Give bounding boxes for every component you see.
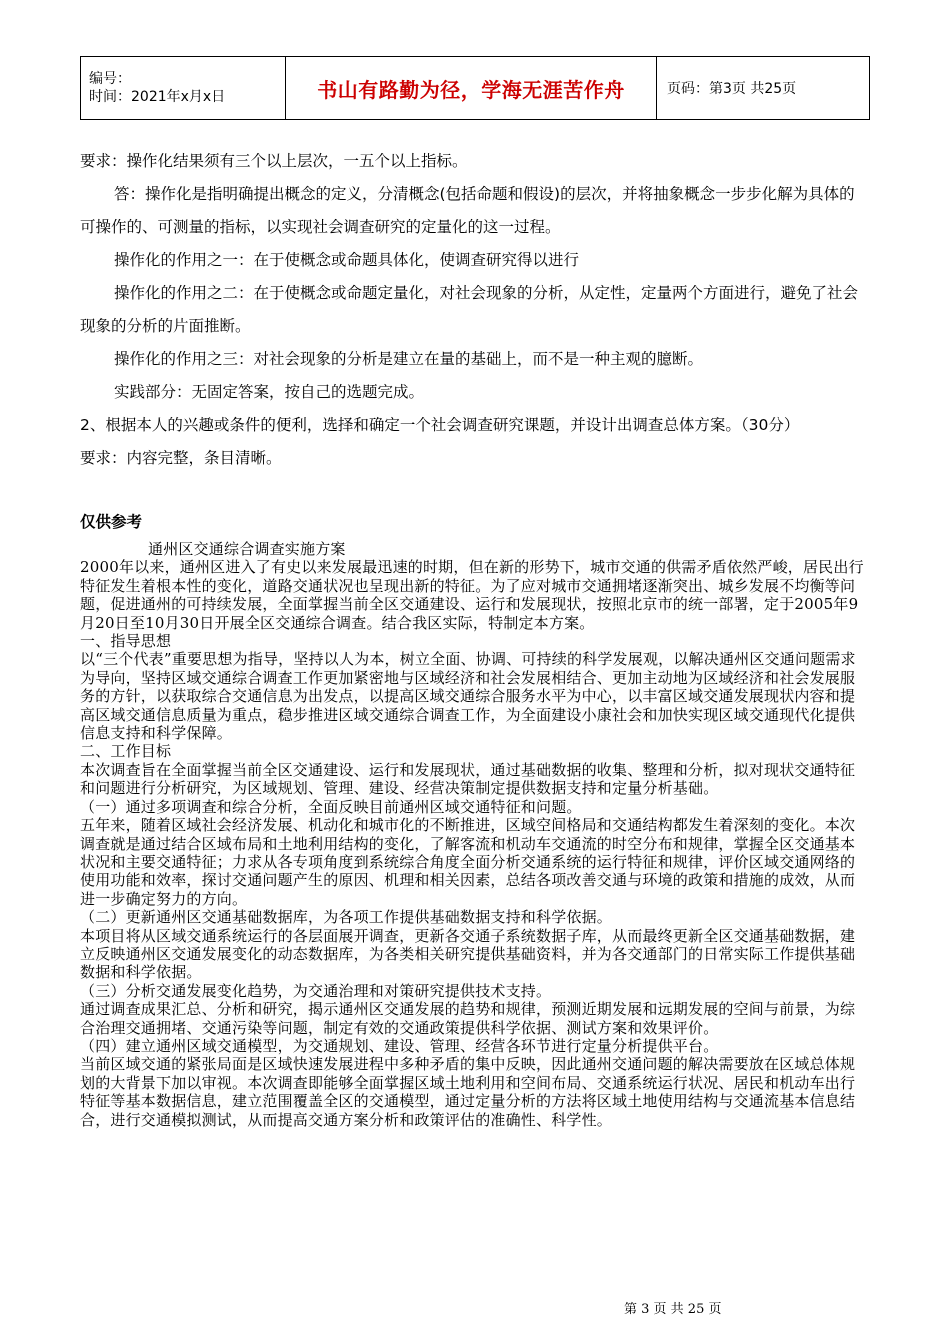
doc-subparagraph-2: 本项目将从区域交通系统运行的各层面展开调查，更新各交通子系统数据子库，从而最终更新全区交通基础数据，建立反映通州区交通发展变化的动态数据库，为各类相关研究提供基础资料，并为各交通部门的日常实际工作提供基础数据和科学依据。 bbox=[80, 926, 856, 982]
doc-intro: 2000年以来，通州区进入了有史以来发展最迅速的时期，但在新的形势下，城市交通的供需矛盾依然严峻，居民出行特征发生着根本性的变化，道路交通状况也呈现出新的特征。为了应对城市交通拥堵逐渐突出、城乡发展不均衡等问题，促进通州的可持续发展，全面掌握当前全区交通建设、运行和发展现状，按照北京市的统一部署，定于2005年9月20日至10月30日开展全区交通综合调查。结合我区实际，特制定本方案。 bbox=[80, 558, 864, 632]
doc-subparagraph-3: 通过调查成果汇总、分析和研究，揭示通州区交通发展的趋势和规律，预测近期发展和远期发展的空间与前景，为综合治理交通拥堵、交通污染等问题，制定有效的交通政策提供科学依据、测试方案和效果评价。 bbox=[80, 1000, 856, 1037]
practice-note: 实践部分：无固定答案，按自己的选题完成。 bbox=[114, 383, 425, 401]
number-label: 编号： bbox=[89, 71, 131, 87]
header-page-label: 页码：第3页 共25页 bbox=[657, 57, 870, 120]
page-header bbox=[80, 56, 870, 120]
answer-paragraph: 答：操作化是指明确提出概念的定义，分清概念(包括命题和假设)的层次，并将抽象概念一步步化解为具体的可操作的、可测量的指标，以实现社会调查研究的定量化的这一过程。 bbox=[80, 185, 855, 236]
document-title: 通州区交通综合调查实施方案 bbox=[148, 540, 346, 558]
doc-heading-2: 二、工作目标 bbox=[80, 742, 172, 761]
doc-subheading-2: （二）更新通州区交通基础数据库，为各项工作提供基础数据支持和科学依据。 bbox=[80, 908, 613, 927]
doc-subparagraph-4: 当前区域交通的紧张局面是区域快速发展进程中多种矛盾的集中反映，因此通州交通问题的解决需要放在区域总体规划的大背景下加以审视。本次调查即能够全面掌握区域土地利用和空间布局、交通系统运行状况、居民和机动车出行特征等基本数据信息，建立范围覆盖全区的交通模型，通过定量分析的方法将区域土地使用结构与交通流基本信息结合，进行交通模拟测试，从而提高交通方案分析和政策评估的准确性、科学性。 bbox=[80, 1055, 856, 1129]
reference-heading: 仅供参考 bbox=[80, 513, 143, 531]
header-motto: 书山有路勤为径，学海无涯苦作舟 bbox=[286, 57, 657, 120]
doc-heading-1: 一、指导思想 bbox=[80, 632, 172, 651]
doc-subparagraph-1: 五年来，随着区域社会经济发展、机动化和城市化的不断推进，区域空间格局和交通结构都发生着深刻的变化。本次调查就是通过结合区域布局和土地利用结构的变化，了解客流和机动车交通流的时空分布和规律，掌握全区交通基本状况和主要交通特征；力求从各专项角度到系统综合角度全面分析交通系统的运行特征和规律，评价区域交通网络的使用功能和效率，探讨交通问题产生的原因、机理和相关因素，总结各项改善交通与环境的政策和措施的成效，从而进一步确定努力的方向。 bbox=[80, 816, 856, 908]
header-meta bbox=[81, 57, 286, 120]
doc-paragraph-2: 本次调查旨在全面掌握当前全区交通建设、运行和发展现状，通过基础数据的收集、整理和分析，拟对现状交通特征和问题进行分析研究，为区域规划、管理、建设、经营决策制定提供数据支持和定量分析基础。 bbox=[80, 760, 856, 798]
reference-document bbox=[80, 540, 870, 1129]
role-one: 操作化的作用之一：在于使概念或命题具体化，使调查研究得以进行 bbox=[114, 251, 580, 269]
answer-section bbox=[80, 145, 870, 475]
question-two-requirement: 要求：内容完整，条目清晰。 bbox=[80, 449, 282, 467]
doc-paragraph-1: 以“三个代表”重要思想为指导，坚持以人为本，树立全面、协调、可持续的科学发展观，以解决通州区交通问题需求为导向，坚持区域交通综合调查工作更加紧密地与区域经济和社会发展相结合、更加主动地为区域经济和社会发展服务的方针，以获取综合交通信息为出发点，以提高区域交通综合服务水平为中心，以丰富区域交通发展现状内容和提高区域交通信息质量为重点，稳步推进区域交通综合调查工作，为全面建设小康社会和加快实现区域交通现代化提供信息支持和科学保障。 bbox=[80, 650, 856, 743]
role-three: 操作化的作用之三：对社会现象的分析是建立在量的基础上，而不是一种主观的臆断。 bbox=[114, 350, 704, 368]
doc-subheading-1: （一）通过多项调查和综合分析，全面反映目前通州区域交通特征和问题。 bbox=[80, 797, 582, 816]
doc-subheading-3: （三）分析交通发展变化趋势，为交通治理和对策研究提供技术支持。 bbox=[80, 981, 552, 1000]
role-two: 操作化的作用之二：在于使概念或命题定量化，对社会现象的分析，从定性，定量两个方面进行，避免了社会现象的分析的片面推断。 bbox=[80, 284, 859, 335]
page-footer: 第 3 页 共 25 页 bbox=[624, 1302, 722, 1317]
doc-subheading-4: （四）建立通州区域交通模型，为交通规划、建设、管理、经营各环节进行定量分析提供平台。 bbox=[80, 1036, 719, 1055]
question-two: 2、根据本人的兴趣或条件的便利，选择和确定一个社会调查研究课题，并设计出调查总体方案。（30分） bbox=[80, 416, 800, 434]
time-label: 时间：2021年x月x日 bbox=[89, 89, 226, 105]
requirement-text: 要求：操作化结果须有三个以上层次，一五个以上指标。 bbox=[80, 152, 468, 170]
